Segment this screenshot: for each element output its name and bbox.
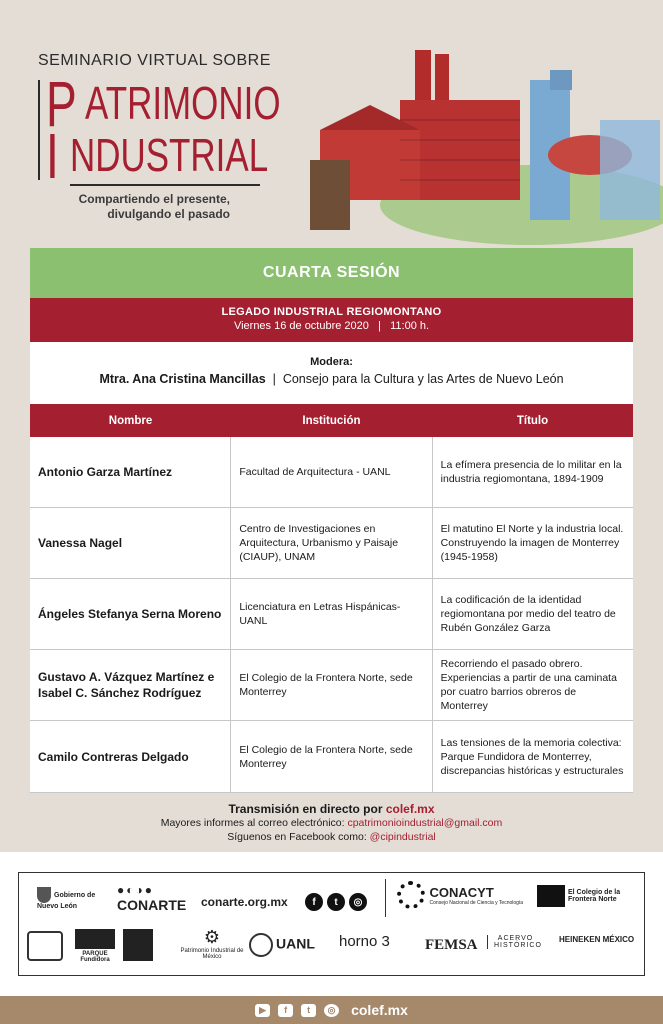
facebook-link[interactable]: @cipindustrial xyxy=(369,831,436,843)
title-bar xyxy=(38,80,40,180)
conacyt-icon xyxy=(397,881,425,909)
acervo-logo: ACERVO HISTÓRICO xyxy=(487,935,537,949)
session-datetime: Viernes 16 de octubre 2020 | 11:00 h. xyxy=(233,320,430,332)
facebook-label: Síguenos en Facebook como: xyxy=(227,831,370,843)
speaker-name: Ángeles Stefanya Serna Moreno xyxy=(38,607,222,621)
table-row xyxy=(30,579,633,650)
talk-title: El matutino El Norte y la industria local. Construyendo la imagen de Monterrey (1945-1958) xyxy=(432,508,633,578)
talk-title: La efímera presencia de lo militar en la industria regiomontana, 1894-1909 xyxy=(432,437,633,507)
speaker-name: Camilo Contreras Delgado xyxy=(38,749,189,764)
speaker-institution: Centro de Investigaciones en Arquitectura, Urbanismo y Paisaje (CIAUP), UNAM xyxy=(230,508,431,578)
gear-icon: ⚙ xyxy=(203,927,221,947)
bottom-site[interactable]: colef.mx xyxy=(351,1002,408,1018)
twitter-icon[interactable]: t xyxy=(327,893,345,911)
session-label: CUARTA SESIÓN xyxy=(30,248,633,298)
title-line-2: NDUSTRIAL xyxy=(70,129,269,181)
table-row xyxy=(30,437,633,508)
email-line xyxy=(0,816,663,830)
conacyt-logo: CONACYT Consejo Nacional de Ciencia y Tecnología xyxy=(397,881,523,909)
stream-label: Transmisión en directo por xyxy=(228,802,386,816)
header xyxy=(0,0,663,245)
seminar-label: SEMINARIO VIRTUAL SOBRE xyxy=(38,52,271,69)
horno3-logo: horno 3 xyxy=(339,933,390,950)
title-letter-i: I xyxy=(46,120,59,192)
session-info xyxy=(30,298,633,342)
bottom-bar xyxy=(0,996,663,1024)
email-label: Mayores informes al correo electrónico: xyxy=(160,817,348,829)
instagram-icon[interactable]: ◎ xyxy=(349,893,367,911)
conarte-dots-icon: ●◐◑● xyxy=(117,883,154,897)
talk-title: La codificación de la identidad regiomontana por medio del teatro de Rubén González Garza xyxy=(432,579,633,649)
title-line-1: ATRIMONIO xyxy=(85,77,281,129)
sponsors-area xyxy=(0,852,663,996)
uanl-icon xyxy=(249,933,273,957)
moderator-block xyxy=(30,342,633,404)
colef-icon xyxy=(537,885,565,907)
sponsors-box xyxy=(18,872,645,976)
parque-fundidora-logo: PARQUE Fundidora xyxy=(75,929,115,963)
heineken-logo: HEINEKEN MÉXICO xyxy=(559,935,635,944)
facebook-icon[interactable]: f xyxy=(305,893,323,911)
museo-logo xyxy=(123,929,153,961)
stream-link[interactable]: colef.mx xyxy=(385,802,435,816)
email-link[interactable]: cpatrimonioindustrial@gmail.com xyxy=(347,817,503,829)
talk-title: Recorriendo el pasado obrero. Experiencias a partir de una caminata por cuatro barrios obreros de Monterrey xyxy=(432,650,633,720)
table-header xyxy=(30,404,633,437)
gob-nl-logo: Gobierno de Nuevo León xyxy=(37,887,107,910)
twitter-icon[interactable]: t xyxy=(301,1004,316,1017)
moderator-org: Consejo para la Cultura y las Artes de Nuevo León xyxy=(282,372,564,386)
factory-illustration xyxy=(300,40,663,245)
table-body xyxy=(30,437,633,793)
header-institucion: Institución xyxy=(302,414,361,427)
speaker-name: Gustavo A. Vázquez Martínez e Isabel C. Sánchez Rodríguez xyxy=(38,670,215,700)
title-rule xyxy=(70,184,260,186)
header-nombre: Nombre xyxy=(108,414,153,427)
speaker-institution: El Colegio de la Frontera Norte, sede Monterrey xyxy=(230,721,431,792)
talk-title: Las tensiones de la memoria colectiva: Parque Fundidora de Monterrey, discrepancias históricas y estructurales xyxy=(432,721,633,792)
speaker-name: Antonio Garza Martínez xyxy=(38,465,173,479)
stream-line xyxy=(0,802,663,816)
conarte-logo: ●◐◑● CONARTE xyxy=(117,883,187,913)
facebook-line xyxy=(0,830,663,844)
instagram-icon[interactable]: ◎ xyxy=(324,1004,339,1017)
footer-info xyxy=(0,802,663,844)
femsa-logo: FEMSA xyxy=(425,937,478,953)
moderator-name: Mtra. Ana Cristina Mancillas xyxy=(99,372,266,386)
speaker-institution: Licenciatura en Letras Hispánicas- UANL xyxy=(230,579,431,649)
tagline: Compartiendo el presente, divulgando el pasado xyxy=(78,192,230,221)
conarte-site[interactable]: conarte.org.mx xyxy=(201,895,288,909)
moderator-label: Modera: xyxy=(310,356,353,368)
table-row xyxy=(30,721,633,793)
fundidora-icon xyxy=(75,929,115,949)
uanl-logo: UANL xyxy=(249,933,315,957)
speaker-institution: El Colegio de la Frontera Norte, sede Monterrey xyxy=(230,650,431,720)
moderator-sep: | xyxy=(265,372,283,386)
speaker-institution: Facultad de Arquitectura - UANL xyxy=(230,437,431,507)
youtube-icon[interactable]: ▶ xyxy=(255,1004,270,1017)
divider xyxy=(385,879,386,917)
speaker-name: Vanessa Nagel xyxy=(38,536,123,550)
table-row xyxy=(30,650,633,721)
patrimonio-mx-logo: ⚙ Patrimonio Industrial de México xyxy=(171,927,253,960)
table-row xyxy=(30,508,633,579)
header-titulo: Título xyxy=(516,414,549,427)
title-letter-p: P xyxy=(46,68,77,140)
moderator-line xyxy=(30,372,633,386)
colef-logo: El Colegio de la Frontera Norte xyxy=(537,885,633,907)
shield-icon xyxy=(37,887,51,903)
facebook-icon[interactable]: f xyxy=(278,1004,293,1017)
tiempo-logo xyxy=(27,931,63,961)
session-theme: LEGADO INDUSTRIAL REGIOMONTANO xyxy=(221,306,442,318)
